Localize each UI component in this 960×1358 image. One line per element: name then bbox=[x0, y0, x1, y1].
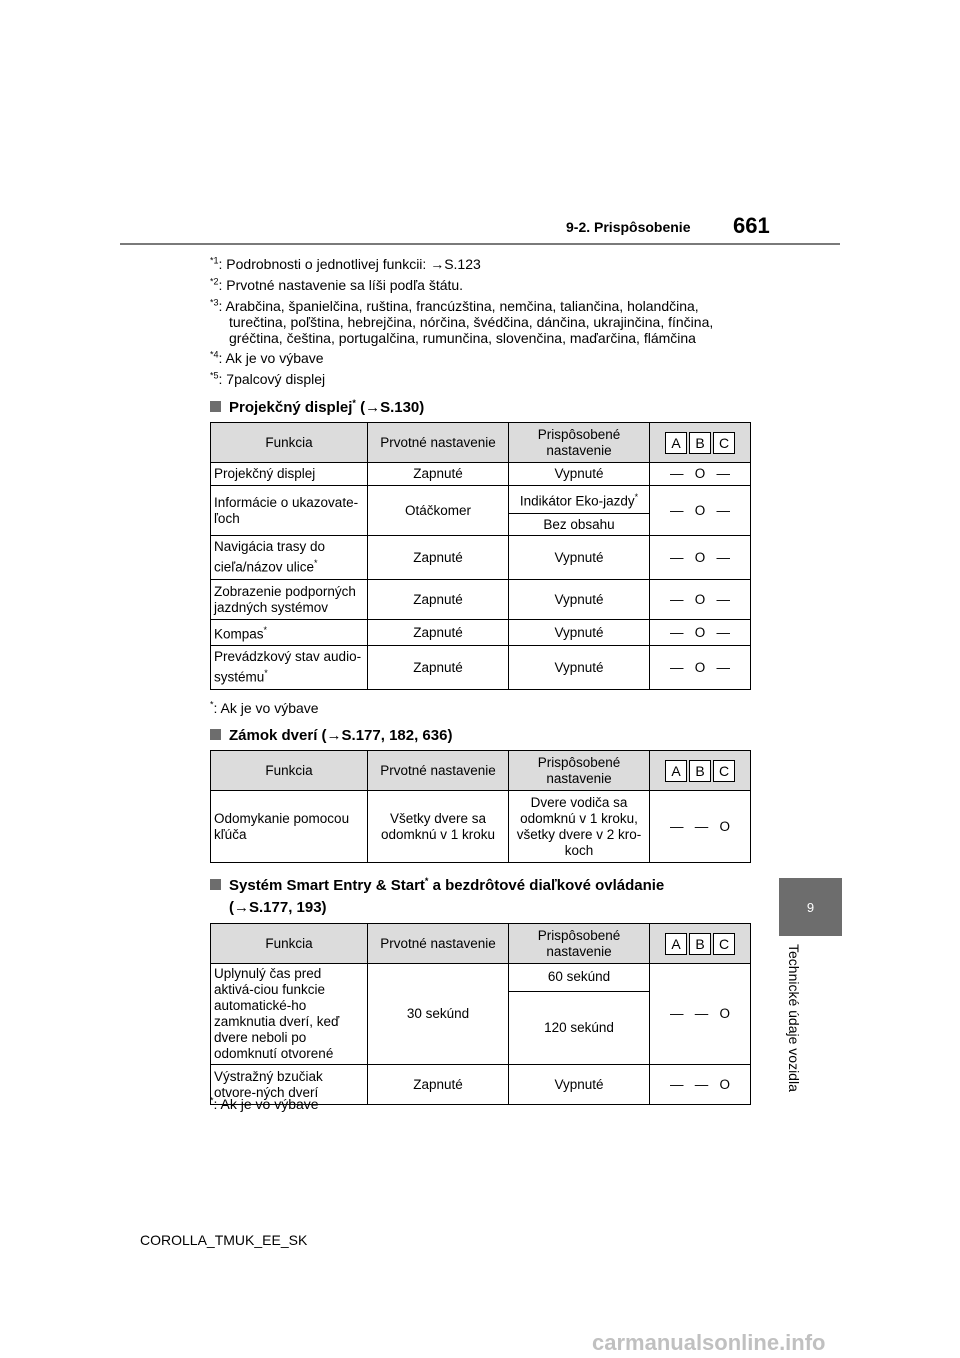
chapter-tab bbox=[779, 878, 842, 936]
table-row: Navigácia trasy do cieľa/názov ulice* Zapnuté Vypnuté — O — bbox=[211, 536, 751, 580]
door-lock-table: Funkcia Prvotné nastavenie Prispôsobené nastavenie A B C Odomykanie pomocou kľúča Všetky dvere sa odomknú v 1 kroku Dvere vodiča sa odomknú v 1 kroku, všetky dvere v 2 kro-koch — — O bbox=[210, 750, 751, 863]
footnote-5: $^{*5}$: 7palcový displej bbox=[210, 370, 326, 387]
chapter-number: 9 bbox=[806, 899, 815, 915]
col-prvotne: Prvotné nastavenie bbox=[368, 423, 509, 463]
table-row: Výstražný bzučiak otvore-ných dverí Zapnuté Vypnuté — — O bbox=[211, 1065, 751, 1105]
table-row: Informácie o ukazovate-ľoch Otáčkomer Indikátor Eko-jazdy* — O — bbox=[211, 486, 751, 514]
table-row: Uplynulý čas pred aktivá-ciou funkcie automatické-ho zamknutia dverí, keď dvere neboli po odomknutí otvorené 30 sekúnd 60 sekúnd — — O bbox=[211, 964, 751, 992]
table-row: Prevádzkový stav audio-systému* Zapnuté Vypnuté — O — bbox=[211, 646, 751, 690]
table-row: Projekčný displej Zapnuté Vypnuté — O — bbox=[211, 463, 751, 486]
table-note-1: *: Ak je vo výbave bbox=[210, 699, 319, 716]
col-prisposobene: Prispôsobené nastavenie bbox=[509, 423, 650, 463]
section-ref-smart-entry: (→S.177, 193) bbox=[229, 899, 327, 916]
table-row: Bez obsahu bbox=[211, 514, 751, 536]
table-row: Zobrazenie podporných jazdných systémov Zapnuté Vypnuté — O — bbox=[211, 580, 751, 620]
section-title-door-lock: Zámok dverí (→S.177, 182, 636) bbox=[210, 727, 452, 744]
footnote-3: $^{*3}$: Arabčina, španielčina, ruština, francúzština, nemčina, taliančina, holandčina, turečtina, poľština, hebrejčina, nórčina, švédčina, dánčina, ukrajinčina, fínčina, gréčtina, čeština, portugalčina, rumunčina, slovenčina, maďarčina, flámčina bbox=[210, 297, 714, 346]
table-row: 120 sekúnd bbox=[211, 991, 751, 1064]
chapter-label: Technické údaje vozidla bbox=[786, 944, 802, 1092]
section-title-projection: Projekčný displej* (→S.130) bbox=[210, 398, 424, 416]
section-title-smart-entry: Systém Smart Entry & Start* a bezdrôtové diaľkové ovládanie bbox=[210, 876, 664, 894]
header-rule bbox=[120, 243, 840, 245]
bullet-square-icon bbox=[210, 879, 221, 890]
col-abc: A B C bbox=[650, 423, 751, 463]
footnote-2: $^{*2}$: Prvotné nastavenie sa líši podľa štátu. bbox=[210, 276, 464, 293]
table-row: Kompas* Zapnuté Vypnuté — O — bbox=[211, 620, 751, 646]
table-note-3: *: Ak je vo výbave bbox=[210, 1095, 319, 1112]
footnote-4: $^{*4}$: Ak je vo výbave bbox=[210, 349, 324, 366]
page-number: 661 bbox=[733, 213, 770, 238]
bullet-square-icon bbox=[210, 729, 221, 740]
smart-entry-table: Funkcia Prvotné nastavenie Prispôsobené nastavenie A B C Uplynulý čas pred aktivá-ciou funkcie automatické-ho zamknutia dverí, keď dvere neboli po odomknutí otvorené 30 sekúnd 60 sekúnd — — O 120 sekúnd Výstražný bzučiak otvore-ných dverí Zapnuté Vypnuté — — O bbox=[210, 923, 751, 1105]
projection-table bbox=[210, 422, 751, 690]
table-row: Odomykanie pomocou kľúča Všetky dvere sa odomknú v 1 kroku Dvere vodiča sa odomknú v 1 kroku, všetky dvere v 2 kro-koch — — O bbox=[211, 791, 751, 863]
section-header: 9-2. Prispôsobenie bbox=[566, 219, 691, 235]
bullet-square-icon bbox=[210, 401, 221, 412]
watermark: carmanualsonline.info bbox=[592, 1330, 826, 1355]
footnote-1: $^{*1}$: Podrobnosti o jednotlivej funkcii: →S.123 bbox=[210, 255, 481, 272]
document-code: COROLLA_TMUK_EE_SK bbox=[140, 1232, 308, 1248]
col-funkcia: Funkcia bbox=[211, 423, 368, 463]
